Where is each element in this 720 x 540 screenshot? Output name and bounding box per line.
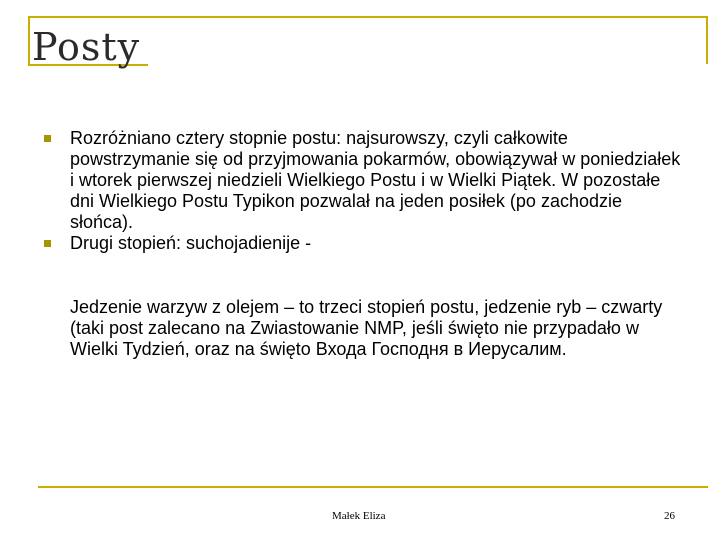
bullet-text-2: Drugi stopień: suchojadienije -: [70, 233, 312, 253]
left-title-rule: [28, 16, 30, 64]
footer-author: Małek Eliza: [332, 510, 386, 522]
slide-body: [42, 128, 682, 360]
top-rule: [28, 16, 708, 18]
page-number: 26: [664, 510, 675, 522]
square-bullet-icon: [44, 240, 51, 247]
footer-rule: [38, 486, 708, 488]
bullet-item-2: [42, 233, 682, 254]
bullet-item-1: [42, 128, 682, 233]
square-bullet-icon: [44, 135, 51, 142]
right-rule: [706, 16, 708, 64]
body-paragraph: Jedzenie warzyw z olejem – to trzeci stopień postu, jedzenie ryb – czwarty (taki post zalecano na Zwiastowanie NMP, jeśli święto nie przypadało w Wielki Tydzień, oraz na święto Входа Господня в Иерусалим.: [70, 297, 663, 359]
slide-title: Posty: [32, 25, 141, 69]
bullet-text-1: Rozróżniano cztery stopnie postu: najsurowszy, czyli całkowite powstrzymanie się od przyjmowania pokarmów, obowiązywał w poniedziałek i wtorek pierwszej niedzieli Wielkiego Postu i w Wielki Piątek. W pozostałe dni Wielkiego Postu Typikon pozwalał na jeden posiłek (po zachodzie słońca).: [70, 128, 681, 232]
